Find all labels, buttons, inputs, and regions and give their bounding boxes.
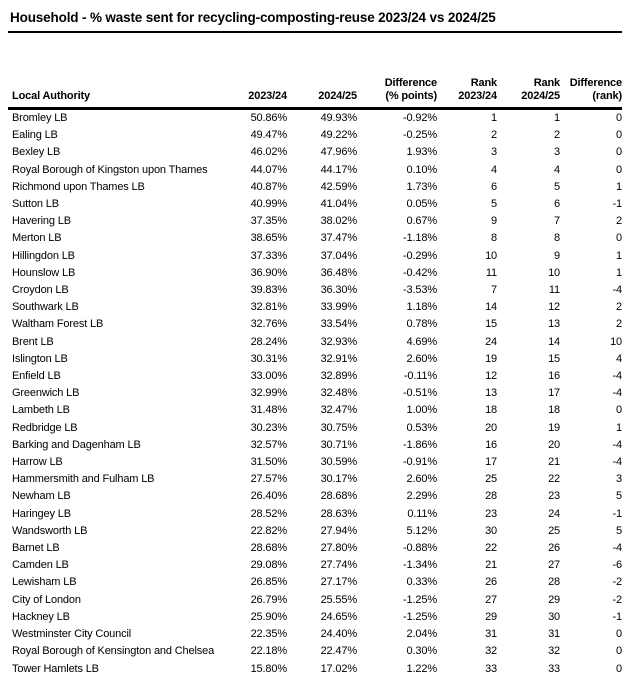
cell-local_authority: Brent LB	[12, 335, 54, 348]
cell-local_authority: Havering LB	[12, 215, 71, 228]
cell-difference_points: 0.11%	[407, 507, 437, 520]
table-row	[8, 248, 622, 265]
cell-rank_2024_25: 32	[548, 645, 560, 658]
cell-difference_points: -3.53%	[403, 284, 437, 297]
cell-difference_points: -0.51%	[403, 387, 437, 400]
cell-rank_2023_24: 15	[485, 318, 497, 331]
cell-rank_2024_25: 26	[548, 542, 560, 555]
cell-difference_rank: 10	[610, 335, 622, 348]
table-row	[8, 574, 622, 591]
cell-pct_2023_24: 22.82%	[250, 524, 287, 537]
cell-pct_2023_24: 26.40%	[250, 490, 287, 503]
cell-local_authority: Hackney LB	[12, 610, 70, 623]
table-row	[8, 316, 622, 333]
cell-difference_rank: -2	[612, 576, 622, 589]
cell-pct_2023_24: 32.57%	[250, 438, 287, 451]
cell-rank_2023_24: 30	[485, 524, 497, 537]
table-row	[8, 351, 622, 368]
cell-rank_2024_25: 31	[548, 628, 560, 641]
cell-pct_2024_25: 32.89%	[320, 370, 357, 383]
header-difference-points: Difference (% points)	[357, 77, 437, 109]
cell-difference_rank: 2	[616, 318, 622, 331]
table-row	[8, 488, 622, 505]
cell-rank_2023_24: 25	[485, 473, 497, 486]
cell-rank_2023_24: 9	[491, 215, 497, 228]
cell-local_authority: Hillingdon LB	[12, 249, 75, 262]
cell-difference_points: 0.78%	[406, 318, 437, 331]
cell-local_authority: Bexley LB	[12, 146, 61, 159]
cell-pct_2024_25: 32.93%	[320, 335, 357, 348]
table-row	[8, 506, 622, 523]
table-header-row	[8, 77, 622, 109]
cell-rank_2023_24: 7	[491, 284, 497, 297]
cell-difference_points: 0.10%	[406, 163, 437, 176]
cell-pct_2023_24: 39.83%	[250, 284, 287, 297]
table-row	[8, 282, 622, 299]
cell-pct_2023_24: 30.23%	[250, 421, 287, 434]
cell-pct_2023_24: 32.99%	[250, 387, 287, 400]
cell-difference_rank: -6	[612, 559, 622, 572]
cell-local_authority: Hounslow LB	[12, 266, 76, 279]
cell-pct_2024_25: 32.47%	[320, 404, 357, 417]
cell-difference_points: -0.92%	[403, 112, 437, 124]
cell-difference_rank: 4	[616, 352, 622, 365]
cell-difference_points: 1.18%	[406, 301, 437, 314]
cell-rank_2023_24: 10	[485, 249, 497, 262]
cell-difference_points: -1.25%	[403, 610, 437, 623]
cell-pct_2023_24: 30.31%	[250, 352, 287, 365]
cell-pct_2023_24: 25.90%	[250, 610, 287, 623]
cell-rank_2024_25: 14	[548, 335, 560, 348]
cell-pct_2024_25: 28.68%	[320, 490, 357, 503]
cell-pct_2024_25: 25.55%	[320, 593, 357, 606]
table-row	[8, 162, 622, 179]
cell-pct_2023_24: 40.87%	[250, 180, 287, 193]
cell-rank_2023_24: 31	[485, 628, 497, 641]
cell-rank_2023_24: 26	[485, 576, 497, 589]
cell-rank_2023_24: 6	[491, 180, 497, 193]
table-row	[8, 368, 622, 385]
cell-difference_rank: -4	[612, 284, 622, 297]
cell-rank_2023_24: 5	[491, 198, 497, 211]
cell-rank_2024_25: 5	[554, 180, 560, 193]
table-row	[8, 334, 622, 351]
cell-local_authority: Bromley LB	[12, 112, 68, 124]
cell-pct_2024_25: 41.04%	[320, 198, 357, 211]
cell-difference_rank: 0	[616, 129, 622, 142]
cell-pct_2024_25: 33.54%	[320, 318, 357, 331]
cell-difference_points: 0.33%	[406, 576, 437, 589]
cell-local_authority: Royal Borough of Kingston upon Thames	[12, 163, 208, 176]
cell-pct_2023_24: 22.35%	[250, 628, 287, 641]
cell-local_authority: Ealing LB	[12, 129, 58, 142]
cell-difference_points: -0.29%	[403, 249, 437, 262]
cell-local_authority: Camden LB	[12, 559, 69, 572]
cell-difference_rank: 0	[616, 404, 622, 417]
cell-pct_2024_25: 24.40%	[320, 628, 357, 641]
cell-rank_2024_25: 30	[548, 610, 560, 623]
cell-pct_2023_24: 37.33%	[250, 249, 287, 262]
table-row	[8, 402, 622, 419]
table-row	[8, 592, 622, 609]
header-pct-2023-24: 2023/24	[240, 77, 287, 109]
cell-difference_rank: 0	[616, 645, 622, 658]
cell-difference_points: 5.12%	[406, 524, 437, 537]
cell-rank_2024_25: 18	[548, 404, 560, 417]
cell-rank_2023_24: 27	[485, 593, 497, 606]
cell-local_authority: Newham LB	[12, 490, 71, 503]
cell-difference_points: -0.25%	[403, 129, 437, 142]
cell-rank_2024_25: 1	[554, 112, 560, 124]
cell-difference_points: 0.67%	[406, 215, 437, 228]
cell-rank_2023_24: 32	[485, 645, 497, 658]
cell-pct_2024_25: 30.75%	[320, 421, 357, 434]
cell-rank_2023_24: 24	[485, 335, 497, 348]
cell-difference_rank: 2	[616, 215, 622, 228]
cell-rank_2024_25: 28	[548, 576, 560, 589]
cell-pct_2024_25: 38.02%	[320, 215, 357, 228]
cell-rank_2024_25: 29	[548, 593, 560, 606]
table-row	[8, 454, 622, 471]
cell-local_authority: Croydon LB	[12, 284, 69, 297]
cell-pct_2024_25: 42.59%	[320, 180, 357, 193]
cell-difference_points: -1.18%	[403, 232, 437, 245]
cell-difference_rank: 0	[616, 146, 622, 159]
header-difference-rank: Difference (rank)	[560, 77, 622, 109]
table-row	[8, 179, 622, 196]
cell-local_authority: Redbridge LB	[12, 421, 78, 434]
cell-rank_2024_25: 24	[548, 507, 560, 520]
table-row	[8, 523, 622, 540]
waste-recycling-table	[8, 77, 622, 678]
cell-difference_rank: -1	[612, 198, 622, 211]
cell-pct_2024_25: 24.65%	[320, 610, 357, 623]
cell-pct_2023_24: 28.68%	[250, 542, 287, 555]
cell-rank_2024_25: 23	[548, 490, 560, 503]
cell-difference_points: -0.11%	[403, 370, 437, 383]
cell-rank_2024_25: 22	[548, 473, 560, 486]
table-row	[8, 230, 622, 247]
table-row	[8, 609, 622, 626]
cell-difference_points: 0.53%	[406, 421, 437, 434]
cell-difference_points: -1.34%	[403, 559, 437, 572]
cell-pct_2023_24: 32.81%	[250, 301, 287, 314]
page-title: Household - % waste sent for recycling-composting-reuse 2023/24 vs 2024/25	[8, 0, 622, 33]
cell-pct_2024_25: 30.59%	[320, 456, 357, 469]
header-rank-2024-25: Rank 2024/25	[497, 77, 560, 109]
cell-pct_2024_25: 49.22%	[320, 129, 357, 142]
cell-pct_2023_24: 46.02%	[250, 146, 287, 159]
cell-local_authority: Royal Borough of Kensington and Chelsea	[12, 645, 215, 658]
cell-pct_2024_25: 27.17%	[320, 576, 357, 589]
cell-difference_rank: 0	[616, 662, 622, 675]
cell-difference_points: 0.05%	[406, 198, 437, 211]
cell-pct_2024_25: 36.30%	[320, 284, 357, 297]
cell-difference_points: 2.04%	[406, 628, 437, 641]
cell-difference_points: -0.88%	[403, 542, 437, 555]
cell-rank_2023_24: 3	[491, 146, 497, 159]
cell-difference_rank: -4	[612, 456, 622, 469]
cell-difference_rank: -4	[612, 438, 622, 451]
table-row	[8, 471, 622, 488]
cell-pct_2024_25: 27.74%	[320, 559, 357, 572]
cell-rank_2024_25: 15	[548, 352, 560, 365]
cell-difference_points: -0.91%	[403, 456, 437, 469]
cell-rank_2023_24: 20	[485, 421, 497, 434]
cell-difference_rank: 0	[616, 112, 622, 124]
cell-local_authority: Southwark LB	[12, 301, 79, 314]
cell-pct_2024_25: 37.47%	[320, 232, 357, 245]
cell-pct_2023_24: 38.65%	[250, 232, 287, 245]
cell-rank_2024_25: 21	[548, 456, 560, 469]
cell-pct_2023_24: 32.76%	[250, 318, 287, 331]
cell-difference_points: 2.29%	[406, 490, 437, 503]
cell-local_authority: Greenwich LB	[12, 387, 80, 400]
cell-difference_rank: 0	[616, 232, 622, 245]
cell-pct_2023_24: 40.99%	[250, 198, 287, 211]
cell-local_authority: Tower Hamlets LB	[12, 662, 99, 675]
cell-local_authority: City of London	[12, 593, 81, 606]
cell-pct_2024_25: 17.02%	[320, 662, 357, 675]
cell-difference_rank: 1	[616, 266, 622, 279]
cell-pct_2024_25: 36.48%	[320, 266, 357, 279]
cell-local_authority: Waltham Forest LB	[12, 318, 104, 331]
cell-pct_2024_25: 37.04%	[320, 249, 357, 262]
cell-rank_2023_24: 17	[485, 456, 497, 469]
cell-rank_2024_25: 20	[548, 438, 560, 451]
cell-pct_2024_25: 22.47%	[320, 645, 357, 658]
cell-pct_2023_24: 31.48%	[250, 404, 287, 417]
table-row	[8, 626, 622, 643]
cell-rank_2024_25: 25	[548, 524, 560, 537]
cell-pct_2023_24: 31.50%	[250, 456, 287, 469]
cell-rank_2024_25: 27	[548, 559, 560, 572]
table-row	[8, 109, 622, 128]
cell-pct_2023_24: 33.00%	[250, 370, 287, 383]
cell-local_authority: Haringey LB	[12, 507, 71, 520]
cell-rank_2024_25: 7	[554, 215, 560, 228]
table-row	[8, 437, 622, 454]
cell-pct_2023_24: 44.07%	[250, 163, 287, 176]
cell-rank_2024_25: 10	[548, 266, 560, 279]
table-row	[8, 213, 622, 230]
cell-difference_rank: 3	[616, 473, 622, 486]
cell-local_authority: Enfield LB	[12, 370, 61, 383]
table-row	[8, 420, 622, 437]
cell-rank_2023_24: 23	[485, 507, 497, 520]
cell-difference_rank: -4	[612, 387, 622, 400]
cell-rank_2024_25: 3	[554, 146, 560, 159]
cell-pct_2023_24: 50.86%	[250, 112, 287, 124]
cell-pct_2023_24: 28.52%	[250, 507, 287, 520]
header-local-authority: Local Authority	[8, 77, 240, 109]
cell-pct_2023_24: 26.85%	[250, 576, 287, 589]
table-row	[8, 661, 622, 678]
cell-local_authority: Lewisham LB	[12, 576, 77, 589]
cell-difference_points: 1.73%	[406, 180, 437, 193]
cell-pct_2023_24: 29.08%	[250, 559, 287, 572]
cell-pct_2023_24: 27.57%	[250, 473, 287, 486]
cell-rank_2024_25: 11	[548, 284, 560, 297]
cell-difference_rank: 1	[616, 421, 622, 434]
table-row	[8, 265, 622, 282]
cell-rank_2024_25: 2	[554, 129, 560, 142]
cell-local_authority: Islington LB	[12, 352, 68, 365]
table-row	[8, 557, 622, 574]
cell-rank_2024_25: 33	[548, 662, 560, 675]
cell-difference_points: 0.30%	[406, 645, 437, 658]
cell-rank_2024_25: 8	[554, 232, 560, 245]
cell-local_authority: Sutton LB	[12, 198, 59, 211]
cell-difference_rank: 1	[616, 180, 622, 193]
cell-local_authority: Harrow LB	[12, 456, 63, 469]
cell-pct_2024_25: 47.96%	[320, 146, 357, 159]
cell-rank_2023_24: 18	[485, 404, 497, 417]
cell-pct_2024_25: 27.80%	[320, 542, 357, 555]
cell-rank_2024_25: 19	[548, 421, 560, 434]
cell-rank_2023_24: 16	[485, 438, 497, 451]
cell-difference_rank: 5	[616, 524, 622, 537]
cell-difference_rank: 0	[616, 163, 622, 176]
cell-rank_2023_24: 29	[485, 610, 497, 623]
cell-rank_2023_24: 13	[485, 387, 497, 400]
cell-difference_points: 1.22%	[406, 662, 437, 675]
cell-pct_2023_24: 15.80%	[250, 662, 287, 675]
cell-local_authority: Westminster City Council	[12, 628, 132, 641]
table-body	[8, 109, 622, 678]
cell-pct_2024_25: 33.99%	[320, 301, 357, 314]
cell-rank_2024_25: 4	[554, 163, 560, 176]
cell-difference_rank: 2	[616, 301, 622, 314]
cell-difference_rank: 1	[616, 249, 622, 262]
cell-difference_points: -1.86%	[403, 438, 437, 451]
cell-rank_2023_24: 4	[491, 163, 497, 176]
table-row	[8, 540, 622, 557]
cell-rank_2024_25: 16	[548, 370, 560, 383]
cell-local_authority: Merton LB	[12, 232, 62, 245]
table-row	[8, 196, 622, 213]
cell-difference_rank: -4	[612, 542, 622, 555]
header-pct-2024-25: 2024/25	[287, 77, 357, 109]
cell-difference_rank: 0	[616, 628, 622, 641]
cell-difference_rank: -1	[612, 610, 622, 623]
cell-local_authority: Barking and Dagenham LB	[12, 438, 141, 451]
table-row	[8, 127, 622, 144]
cell-rank_2023_24: 8	[491, 232, 497, 245]
cell-difference_points: 1.93%	[406, 146, 437, 159]
cell-pct_2024_25: 49.93%	[320, 112, 357, 124]
cell-rank_2023_24: 33	[485, 662, 497, 675]
cell-rank_2023_24: 1	[491, 112, 497, 124]
cell-difference_points: 2.60%	[406, 473, 437, 486]
cell-pct_2024_25: 32.48%	[320, 387, 357, 400]
cell-difference_points: -0.42%	[403, 266, 437, 279]
cell-difference_rank: -1	[612, 507, 622, 520]
cell-local_authority: Barnet LB	[12, 542, 60, 555]
cell-pct_2024_25: 30.17%	[320, 473, 357, 486]
cell-pct_2024_25: 28.63%	[320, 507, 357, 520]
cell-rank_2024_25: 17	[548, 387, 560, 400]
cell-rank_2023_24: 11	[485, 266, 497, 279]
cell-pct_2023_24: 49.47%	[250, 129, 287, 142]
cell-pct_2024_25: 44.17%	[320, 163, 357, 176]
cell-difference_points: -1.25%	[403, 593, 437, 606]
cell-rank_2024_25: 12	[548, 301, 560, 314]
cell-local_authority: Richmond upon Thames LB	[12, 180, 145, 193]
cell-difference_points: 2.60%	[406, 352, 437, 365]
cell-rank_2023_24: 2	[491, 129, 497, 142]
cell-pct_2023_24: 36.90%	[250, 266, 287, 279]
cell-pct_2023_24: 22.18%	[250, 645, 287, 658]
cell-rank_2023_24: 19	[485, 352, 497, 365]
cell-pct_2024_25: 32.91%	[320, 352, 357, 365]
cell-pct_2024_25: 27.94%	[320, 524, 357, 537]
cell-rank_2023_24: 28	[485, 490, 497, 503]
cell-local_authority: Hammersmith and Fulham LB	[12, 473, 155, 486]
table-row	[8, 643, 622, 660]
cell-pct_2023_24: 28.24%	[250, 335, 287, 348]
cell-rank_2023_24: 21	[485, 559, 497, 572]
cell-rank_2023_24: 14	[485, 301, 497, 314]
cell-rank_2024_25: 6	[554, 198, 560, 211]
cell-local_authority: Lambeth LB	[12, 404, 70, 417]
table-row	[8, 385, 622, 402]
cell-rank_2024_25: 9	[554, 249, 560, 262]
cell-pct_2023_24: 37.35%	[250, 215, 287, 228]
cell-pct_2024_25: 30.71%	[320, 438, 357, 451]
cell-rank_2023_24: 22	[485, 542, 497, 555]
cell-local_authority: Wandsworth LB	[12, 524, 88, 537]
cell-difference_points: 4.69%	[406, 335, 437, 348]
header-rank-2023-24: Rank 2023/24	[437, 77, 497, 109]
table-row	[8, 299, 622, 316]
table-row	[8, 144, 622, 161]
cell-difference_rank: -2	[612, 593, 622, 606]
cell-difference_points: 1.00%	[406, 404, 437, 417]
cell-difference_rank: -4	[612, 370, 622, 383]
cell-pct_2023_24: 26.79%	[250, 593, 287, 606]
cell-rank_2023_24: 12	[485, 370, 497, 383]
cell-difference_rank: 5	[616, 490, 622, 503]
cell-rank_2024_25: 13	[548, 318, 560, 331]
